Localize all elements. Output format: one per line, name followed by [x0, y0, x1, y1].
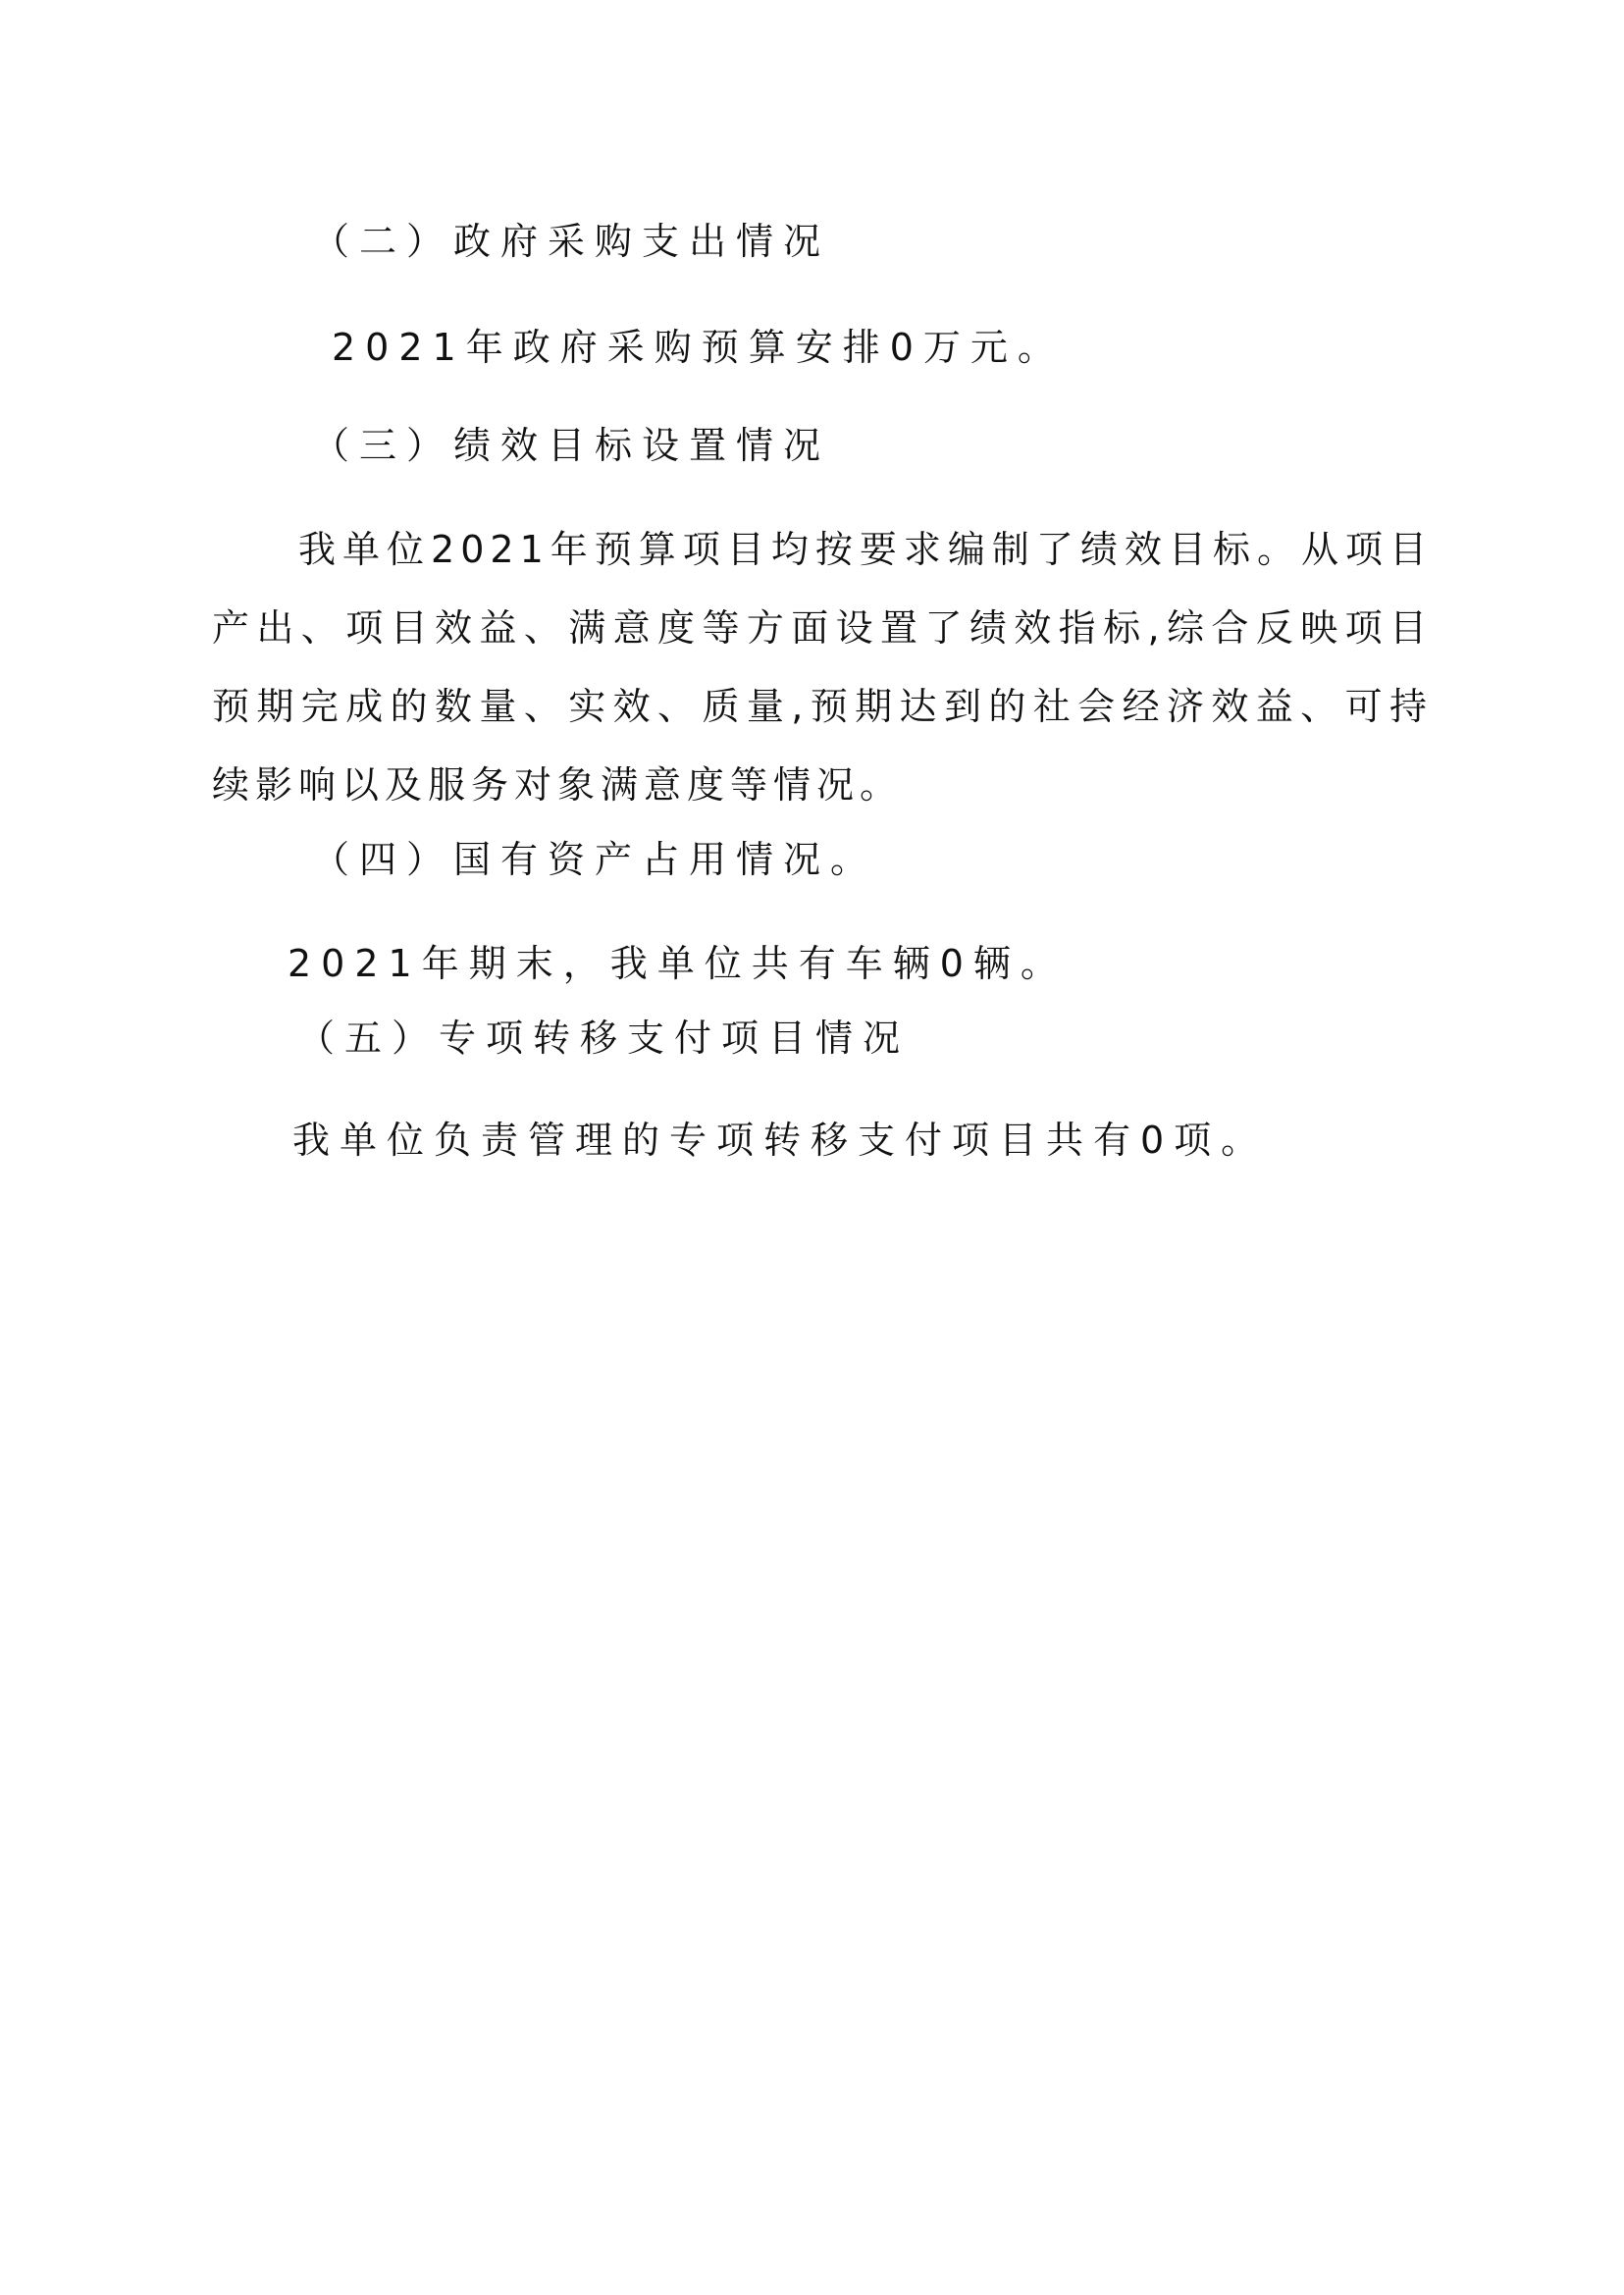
section-heading-government-procurement: （二）政府采购支出情况 [312, 220, 831, 263]
section-text-performance-goals: 我单位2021年预算项目均按要求编制了绩效目标。从项目产出、项目效益、满意度等方面设置了绩效指标,综合反映项目预期完成的数量、实效、质量,预期达到的社会经济效益、可持续影响以及服务对象满意度等情况。 [212, 528, 1433, 807]
section-text-state-assets: 2021年期末，我单位共有车辆0辆。 [288, 942, 1068, 985]
section-text-government-procurement: 2021年政府采购预算安排0万元。 [332, 326, 1065, 369]
section-heading-state-assets: （四）国有资产占用情况。 [312, 838, 878, 881]
section-heading-performance-goals: （三）绩效目标设置情况 [312, 424, 831, 467]
section-heading-special-transfer-payments: （五）专项转移支付项目情况 [297, 1017, 911, 1060]
section-text-special-transfer-payments: 我单位负责管理的专项转移支付项目共有0项。 [292, 1119, 1269, 1162]
